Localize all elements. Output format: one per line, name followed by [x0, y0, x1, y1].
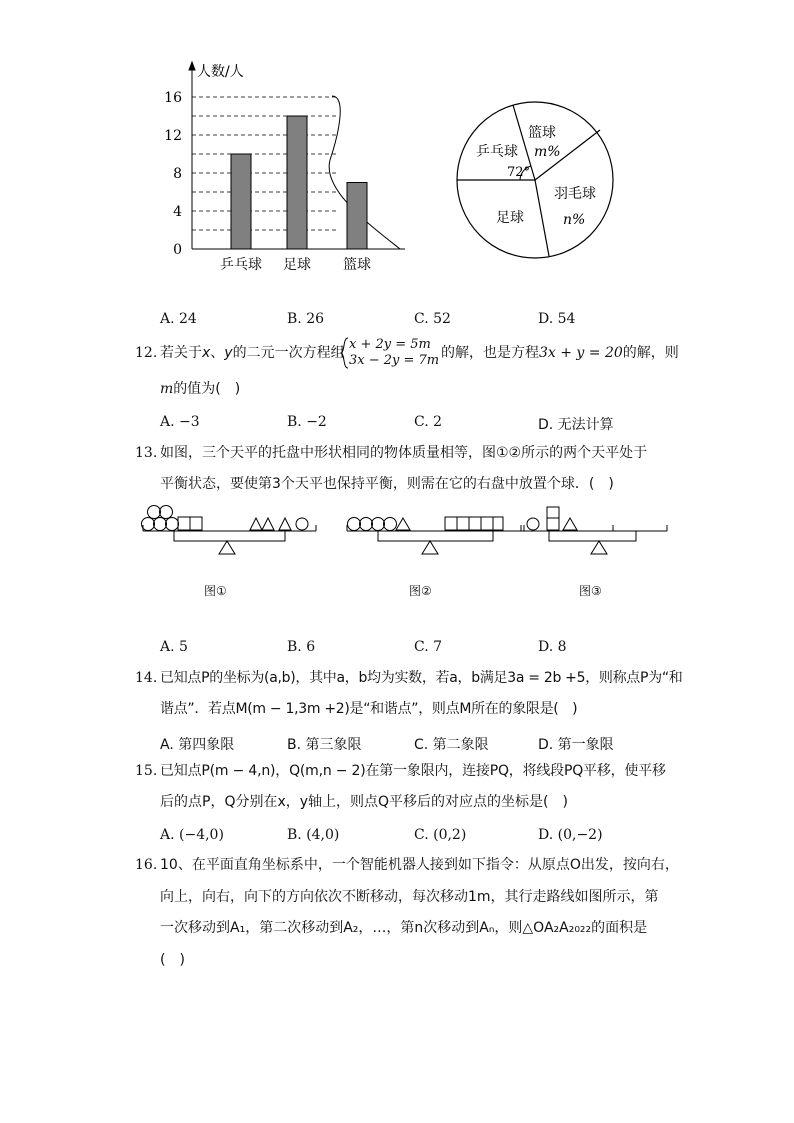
q13-option-c[interactable]: C. 7 — [414, 639, 443, 655]
bar-chart — [150, 50, 420, 280]
bar-0 — [231, 154, 251, 249]
q16-line1: 10、在平面直角坐标系中，一个智能机器人接到如下指令：从原点O出发，按向右， — [160, 857, 679, 873]
q12-suffix2: 的解，则 — [622, 345, 679, 361]
q11-option-a[interactable]: A. 24 — [160, 311, 197, 327]
balance-2 — [347, 517, 524, 554]
q12-var-m: m — [160, 381, 174, 397]
pie-label-badminton-pct: n% — [563, 212, 586, 228]
q12-suffix1: 的解，也是方程 — [441, 345, 539, 361]
pie-chart — [450, 92, 630, 272]
x-category-label: 足球 — [283, 257, 311, 273]
figure-1-caption: 图① — [204, 584, 227, 598]
q12-eq3: 3x + y = 20 — [539, 345, 623, 361]
q13-option-b[interactable]: B. 6 — [287, 639, 316, 655]
figure-3-caption: 图③ — [579, 584, 602, 598]
q12-line2 — [160, 382, 240, 396]
y-tick-label: 0 — [173, 242, 182, 258]
q16-line3: 一次移动到A₁，第二次移动到A₂，…，第n次移动到Aₙ，则△OA₂A₂₀₂₂的面积是 — [160, 920, 648, 936]
q15-option-b[interactable]: B. (4,0) — [287, 827, 340, 843]
q11-option-c[interactable]: C. 52 — [414, 311, 451, 327]
q12-var-x: x — [202, 345, 211, 361]
q14-option-b[interactable]: B. 第三象限 — [287, 737, 362, 753]
q12-line1-tail — [441, 346, 679, 360]
q12-option-d[interactable]: D. 无法计算 — [538, 417, 614, 433]
pie-label-pingpong: 乒乓球 — [476, 144, 518, 160]
q14-option-a[interactable]: A. 第四象限 — [160, 737, 235, 753]
q15-option-c[interactable]: C. (0,2) — [414, 827, 467, 843]
q12-line1 — [160, 346, 345, 360]
q16-line2: 向上，向右，向下的方向依次不断移动，每次移动1m，其行走路线如图所示，第 — [160, 889, 659, 905]
q12-eq1: x + 2y = 5m — [349, 337, 431, 352]
q11-option-b[interactable]: B. 26 — [287, 311, 325, 327]
pie-label-basketball-pct: m% — [534, 144, 561, 160]
balance-1 — [142, 506, 317, 555]
bar-1 — [287, 116, 307, 249]
q14-line2: 谐点”．若点M(m − 1,3m +2)是“和谐点”，则点M所在的象限是( ) — [160, 701, 578, 717]
q12-sep: 、 — [210, 345, 225, 361]
y-tick-label: 12 — [164, 128, 182, 144]
q15-option-a[interactable]: A. (−4,0) — [160, 827, 224, 843]
q11-option-d[interactable]: D. 54 — [538, 311, 576, 327]
q14-number: 14. — [135, 670, 158, 686]
q16-number: 16. — [135, 857, 158, 873]
q13-option-a[interactable]: A. 5 — [160, 639, 188, 655]
q12-option-c[interactable]: C. 2 — [414, 414, 443, 430]
y-tick-label: 16 — [164, 90, 182, 106]
q12-option-b[interactable]: B. −2 — [287, 414, 327, 430]
q12-number: 12. — [135, 345, 158, 361]
y-tick-label: 4 — [173, 204, 182, 220]
q13-option-d[interactable]: D. 8 — [538, 639, 567, 655]
q15-option-d[interactable]: D. (0,−2) — [538, 827, 603, 843]
q12-eq2: 3x − 2y = 7m — [349, 353, 440, 368]
q14-option-c[interactable]: C. 第二象限 — [414, 737, 489, 753]
q15-number: 15. — [135, 763, 158, 779]
q12-prefix: 若关于 — [160, 345, 202, 361]
q14-option-d[interactable]: D. 第一象限 — [538, 737, 614, 753]
y-axis-arrow — [189, 62, 195, 70]
pie-label-football: 足球 — [496, 210, 524, 226]
x-category-label: 乒乓球 — [220, 257, 262, 273]
balance-figures — [140, 500, 670, 565]
balance-3 — [521, 507, 667, 554]
bar-chart-y-axis-label: 人数/人 — [197, 64, 244, 80]
q12-var-y: y — [224, 345, 233, 361]
q13-line1: 如图，三个天平的托盘中形状相同的物体质量相等，图①②所示的两个天平处于 — [160, 445, 648, 461]
q15-line2: 后的点P，Q分别在x，y轴上，则点Q平移后的对应点的坐标是( ) — [160, 794, 568, 810]
pie-label-angle: 72° — [507, 165, 531, 180]
q12-option-a[interactable]: A. −3 — [160, 414, 200, 430]
q12-mid: 的二元一次方程组 — [232, 345, 345, 361]
q14-line1: 已知点P的坐标为(a,b)，其中a，b均为实数，若a，b满足3a = 2b +5，则称点P为“和 — [160, 670, 683, 686]
pie-label-badminton: 羽毛球 — [554, 186, 596, 202]
q15-line1: 已知点P(m − 4,n)，Q(m,n − 2)在第一象限内，连接PQ，将线段PQ平移，使平移 — [160, 763, 666, 779]
q13-number: 13. — [135, 445, 158, 461]
q13-line2: 平衡状态，要使第3个天平也保持平衡，则需在它的右盘中放置个球．( ) — [160, 476, 614, 492]
x-category-label: 篮球 — [343, 257, 371, 273]
figure-2-caption: 图② — [409, 584, 432, 598]
y-tick-label: 8 — [173, 166, 182, 182]
bar-2 — [347, 183, 367, 250]
q16-line4: ( ) — [160, 952, 185, 968]
pie-label-basketball: 篮球 — [528, 125, 556, 141]
q12-line2-text: 的值为( ) — [173, 381, 241, 397]
